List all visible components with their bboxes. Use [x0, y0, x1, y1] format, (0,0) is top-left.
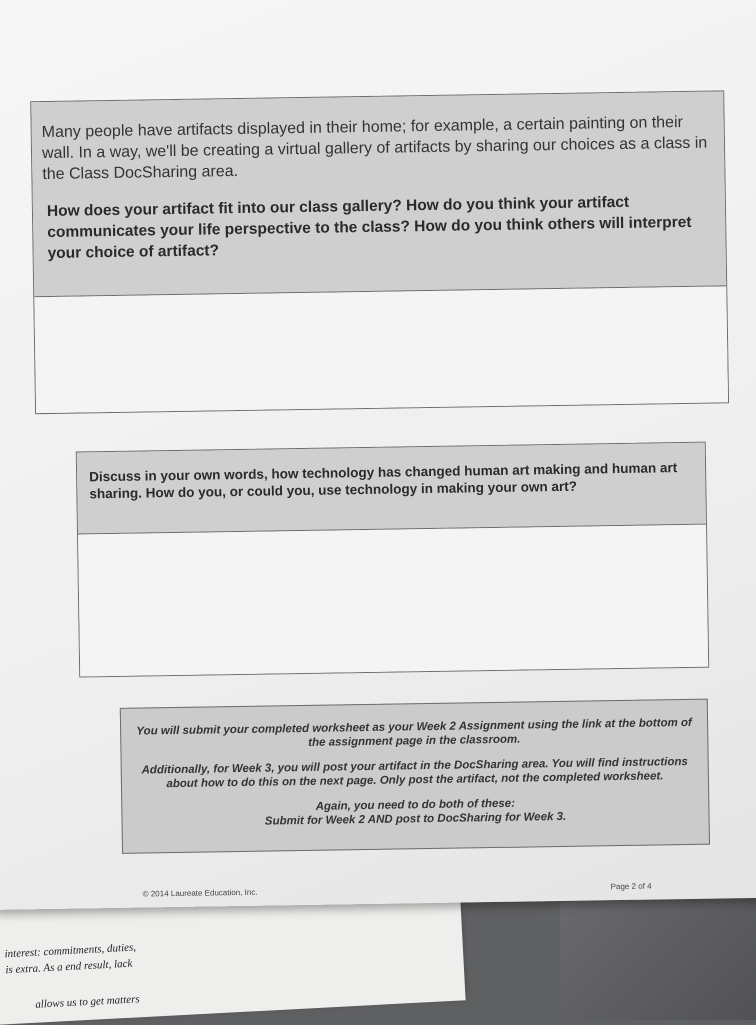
- artifact-question-box: [30, 90, 729, 414]
- artifact-question-header: [31, 91, 726, 297]
- question-2: Discuss in your own words, how technology has changed human art making and human art sharing. How do you, or could you, use technology in making your own art?: [89, 460, 678, 502]
- background-text-line-2: is extra. As a end result, lack: [5, 957, 133, 977]
- answer-area-1[interactable]: [34, 286, 728, 413]
- copyright-notice: © 2014 Laureate Education, Inc.: [142, 887, 258, 899]
- desk-surface: [560, 880, 756, 1020]
- background-text-line-1: interest: commitments, duties,: [4, 941, 137, 961]
- intro-text: Many people have artifacts displayed in their home; for example, a certain painting on their wall. In a way, we'll be creating a virtual gallery of artifacts by sharing our choices as a class in the Class DocSharing area.: [41, 113, 708, 184]
- submission-instructions: [120, 699, 710, 854]
- instructions-paragraph-2: Additionally, for Week 3, you will post your artifact in the DocSharing area. You will find instructions about how to do this on the next page. Only post the artifact, not the completed worksheet.: [141, 755, 688, 791]
- technology-question-header: [77, 443, 706, 535]
- instructions-paragraph-3-line-1: Again, you need to do both of these:: [315, 797, 516, 813]
- background-text-line-3: allows us to get matters: [34, 993, 140, 1011]
- answer-area-2[interactable]: [78, 525, 708, 677]
- page-number: Page 2 of 4: [610, 881, 652, 892]
- technology-question-box: [76, 442, 709, 678]
- instructions-paragraph-3-line-2: Submit for Week 2 AND post to DocSharing for Week 3.: [264, 810, 567, 828]
- instructions-paragraph-1: You will submit your completed worksheet as your Week 2 Assignment using the link at the bottom of the assignment page in the classroom.: [136, 716, 692, 749]
- question-1: How does your artifact fit into our class gallery? How do you think your artifact communicates your life perspective to the class? How do you think others will interpret your choice of artifact?: [46, 193, 692, 262]
